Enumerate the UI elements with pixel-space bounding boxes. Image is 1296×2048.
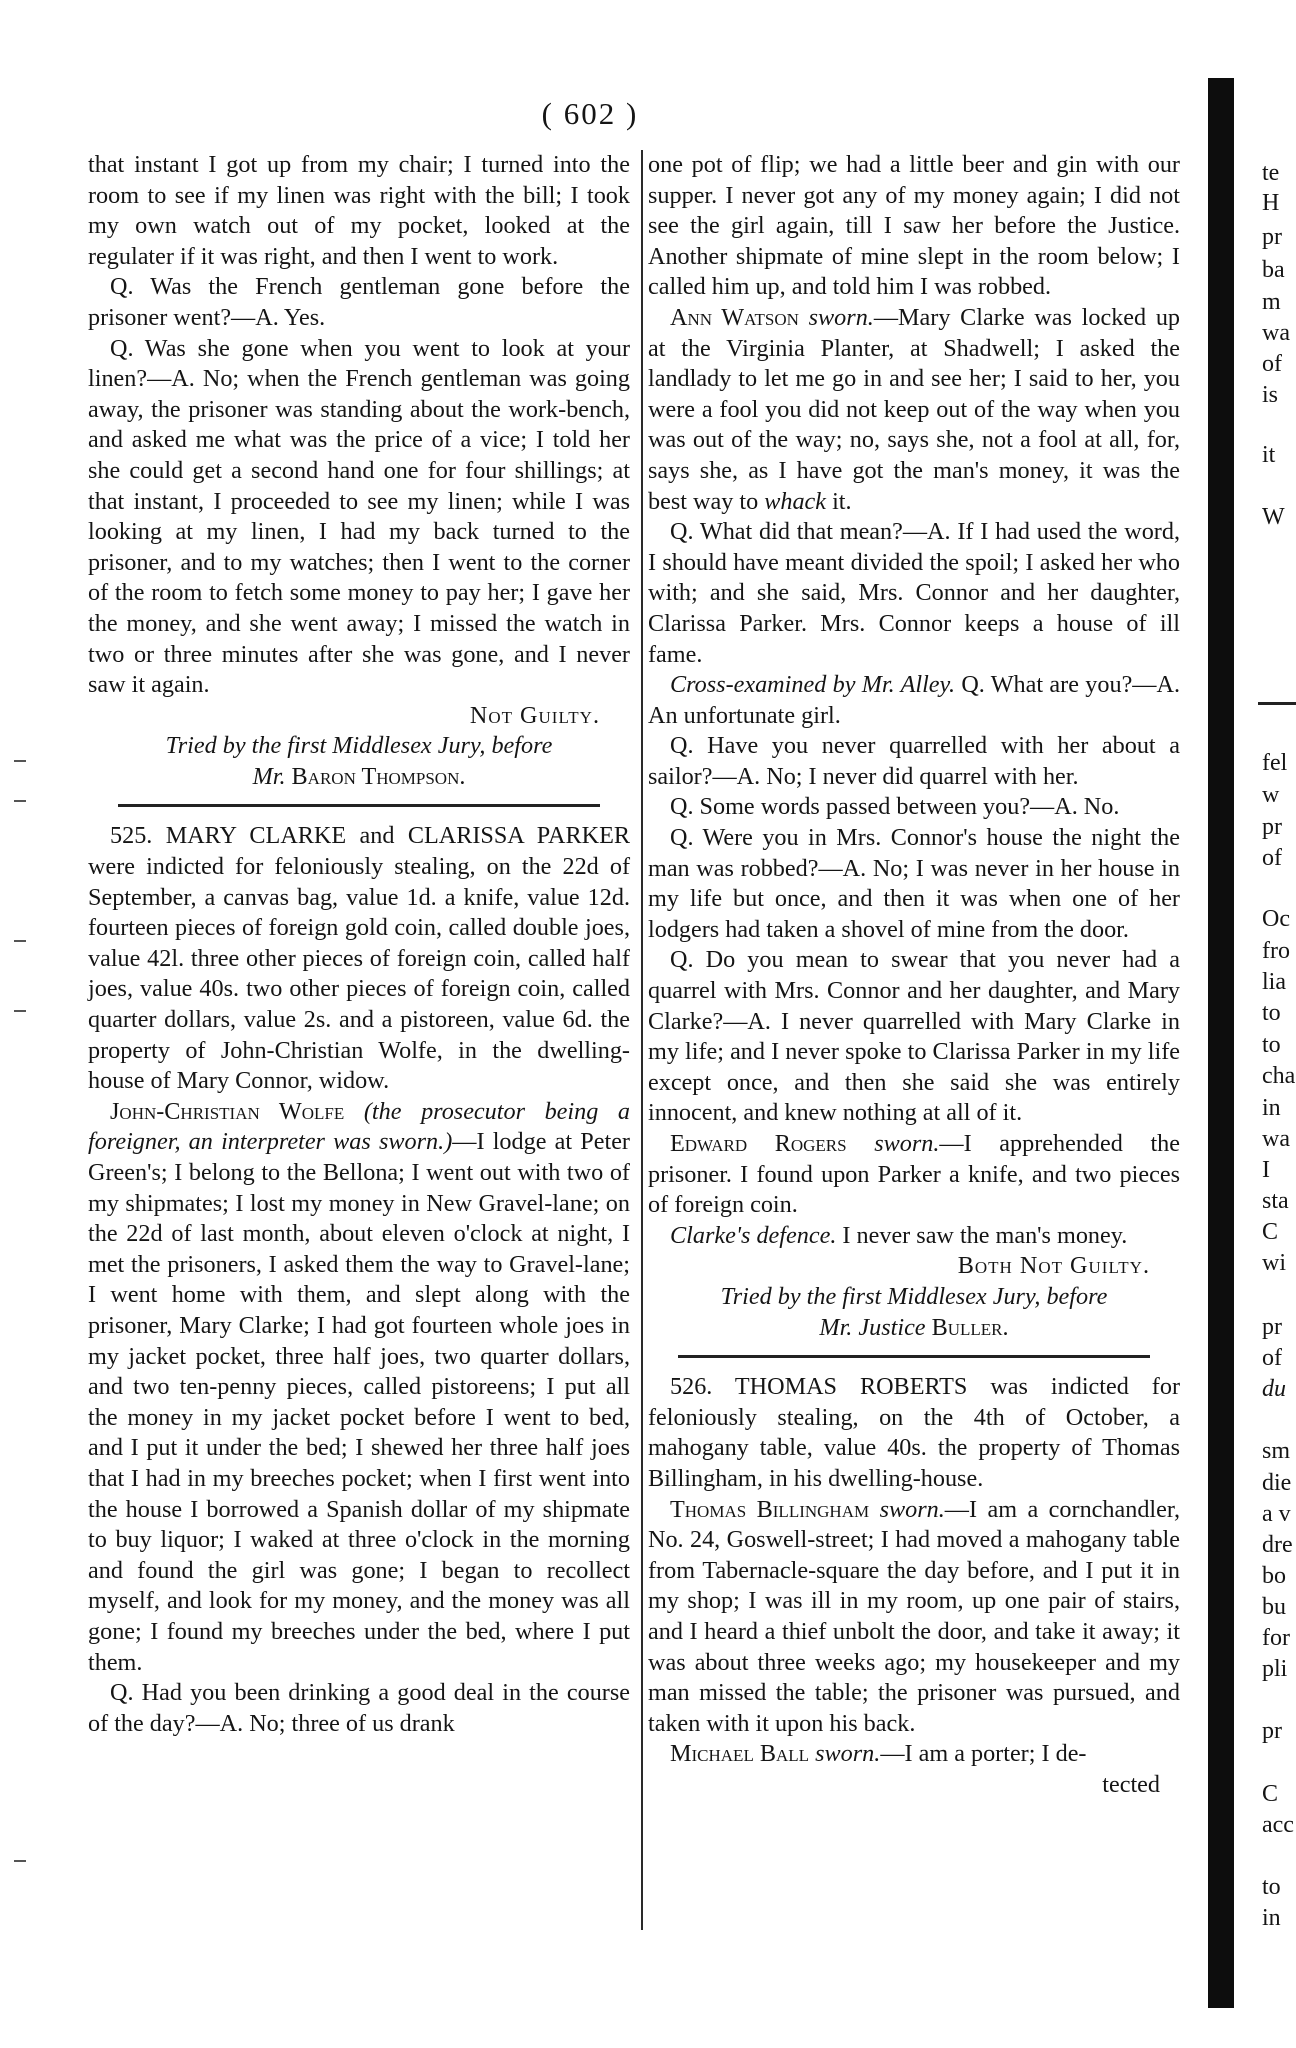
facing-page-fragment: is	[1262, 382, 1279, 408]
facing-page-fragment: of	[1262, 351, 1282, 377]
facing-page-fragment: fel	[1262, 750, 1288, 776]
page-number: ( 602 )	[541, 96, 639, 131]
trial-note-line	[648, 1313, 1180, 1344]
facing-page-fragment: w	[1262, 782, 1280, 808]
witness-name: Edward Rogers	[670, 1130, 847, 1157]
testimony-text: —I apprehended the prisoner. I found upon Parker a knife, and two pieces of foreign coin.	[648, 1130, 1180, 1219]
judge-title: Mr. Justice	[819, 1313, 926, 1341]
facing-page-fragment: wa	[1262, 1126, 1290, 1152]
testimony-rogers	[648, 1129, 1180, 1221]
facing-page-fragment: die	[1262, 1470, 1292, 1496]
testimony-watson	[648, 303, 1180, 517]
verdict: Both Not Guilty.	[957, 1252, 1150, 1280]
scan-mark	[14, 1860, 26, 1862]
cross-examination	[648, 670, 1180, 731]
facing-page-fragment: C	[1262, 1781, 1279, 1807]
testimony-text: —I am a cornchandler, No. 24, Goswell-street; I had moved a mahogany table from Tabernacle-square the day before, and I put it in my shop; I was ill in my room, up one pair of stairs, and I heard a thief unbolt the door, and take it away; it was about three weeks ago; my housekeeper and my man missed the table; the prisoner was pursued, and taken with it upon his back.	[648, 1495, 1180, 1737]
facing-page-fragment: dre	[1262, 1532, 1293, 1558]
scan-mark	[14, 760, 26, 762]
paragraph: Q. Had you been drinking a good deal in the course of the day?—A. No; three of us drank	[88, 1679, 630, 1737]
trial-note	[648, 1282, 1180, 1343]
cross-text: Q. What are you?—A. An unfortunate girl.	[648, 671, 1181, 729]
sworn-label: sworn.	[879, 1495, 945, 1523]
witness-name: Ann Watson	[670, 303, 799, 331]
verdict: Not Guilty.	[469, 701, 600, 729]
facing-page-fragment: du	[1262, 1376, 1286, 1402]
paragraph: Q. Were you in Mrs. Connor's house the night the man was robbed?—A. No; I was never in her house in my life but once, and then it was when one of her lodgers had taken a shovel of mine from the door.	[648, 824, 1180, 943]
facing-page-fragment: a v	[1262, 1501, 1291, 1527]
paragraph: Q. Was the French gentleman gone before the prisoner went?—A. Yes.	[88, 273, 630, 331]
case-heading-526: 526. THOMAS ROBERTS was indicted for feloniously stealing, on the 4th of October, a mahogany table, value 40s. the property of Thomas Billingham, in his dwelling-house.	[648, 1373, 1180, 1492]
facing-page-fragment: pr	[1262, 814, 1282, 840]
facing-page-fragment: W	[1262, 504, 1285, 530]
facing-page-fragment: C	[1262, 1219, 1279, 1245]
facing-page-fragment: pr	[1262, 1718, 1282, 1744]
trial-note-line: Tried by the first Middlesex Jury, before	[720, 1282, 1108, 1310]
paragraph: Q. Was she gone when you went to look at your linen?—A. No; when the French gentleman was going away, the prisoner was standing about the work-bench, and asked me what was the price of a vice; I told her she could get a second hand one for four shillings; at that instant, I proceeded to see my linen; while I was looking at my linen, I had my back turned to the prisoner, and to my watches; then I went to the corner of the room to fetch some money to pay her; I gave her the money, and she went away; I missed the watch in two or three minutes after she was gone, and I never saw it again.	[88, 334, 630, 699]
facing-page-fragment: I	[1262, 1157, 1270, 1183]
facing-page-fragment: ba	[1262, 257, 1285, 283]
witness-note: (the prosecutor being a foreigner, an interpreter was sworn.)	[88, 1097, 631, 1156]
witness-name: Michael Ball	[670, 1740, 810, 1768]
paragraph: Q. Do you mean to swear that you never had a quarrel with Mrs. Connor and her daughter, and Mary Clarke?—A. I never quarrelled with Mary Clarke in my life; and I never spoke to Clarissa Parker in my life except once, and then she said she was entirely innocent, and knew nothing at all of it.	[648, 946, 1180, 1127]
judge-name: Buller.	[931, 1313, 1009, 1341]
sworn-label: sworn.	[815, 1740, 881, 1768]
paragraph: Q. What did that mean?—A. If I had used the word, I should have meant divided the spoil; I asked her who with; and she said, Mrs. Connor and her daughter, Clarissa Parker. Mrs. Connor keeps a house of ill fame.	[648, 518, 1180, 668]
facing-page-fragment: pr	[1262, 1314, 1282, 1340]
facing-page-fragment: m	[1262, 289, 1281, 315]
testimony-text: —I am a porter; I de-	[880, 1740, 1087, 1768]
facing-page-fragment: for	[1262, 1625, 1290, 1651]
defence-text: I never saw the man's money.	[842, 1221, 1128, 1249]
column-divider	[641, 150, 643, 1930]
scan-mark	[14, 940, 26, 942]
facing-page-fragment: bo	[1262, 1563, 1286, 1589]
sworn-label: sworn.	[874, 1130, 940, 1157]
trial-note-line: Tried by the first Middlesex Jury, before	[165, 732, 553, 760]
testimony-end: it.	[832, 487, 852, 515]
sworn-label: sworn.	[808, 303, 874, 331]
cross-label: Cross-examined by Mr. Alley.	[670, 671, 955, 699]
facing-page-fragment: wi	[1262, 1250, 1286, 1276]
catchword: tected	[1102, 1770, 1160, 1798]
judge-title: Mr.	[252, 762, 286, 790]
testimony-wolfe	[88, 1097, 630, 1678]
facing-page-fragment: Oc	[1262, 906, 1290, 932]
trial-note	[88, 731, 630, 792]
facing-page-fragment: in	[1262, 1095, 1281, 1121]
facing-page-fragment: pli	[1262, 1656, 1288, 1682]
testimony-billingham	[648, 1495, 1180, 1740]
facing-page-fragment: in	[1262, 1905, 1281, 1931]
trial-note-line	[88, 762, 630, 793]
facing-page-fragment: sm	[1262, 1438, 1291, 1464]
section-rule	[678, 1355, 1150, 1358]
facing-page-fragment: bu	[1262, 1594, 1286, 1620]
paragraph: one pot of flip; we had a little beer and gin with our supper. I never got any of my money again; I did not see the girl again, till I saw her before the Justice. Another shipmate of mine slept in the room below; I called him up, and told him I was robbed.	[648, 151, 1180, 301]
binding-shadow	[1208, 78, 1234, 2008]
right-column	[648, 150, 1180, 1800]
testimony-ball	[648, 1739, 1180, 1770]
facing-page-fragment: acc	[1262, 1812, 1294, 1838]
facing-page-fragment: H	[1262, 190, 1280, 216]
scan-mark	[14, 1010, 26, 1012]
facing-page-fragment: of	[1262, 845, 1282, 871]
testimony-text: —Mary Clarke was locked up at the Virginia Planter, at Shadwell; I asked the landlady to let me go in and see her; I said to her, you were a fool you did not keep out of the way when you was out of the way; no, says she, not a fool at all, for, says she, as I have got the man's money, it was the best way to	[648, 303, 1181, 515]
facing-page-fragment: wa	[1262, 320, 1290, 346]
judge-name: Baron Thompson.	[291, 762, 466, 790]
facing-page-rule	[1258, 702, 1296, 705]
facing-page-fragment: to	[1262, 1874, 1281, 1900]
scan-mark	[14, 800, 26, 802]
facing-page-fragment: to	[1262, 1032, 1281, 1058]
case-heading-525: 525. MARY CLARKE and CLARISSA PARKER were indicted for feloniously stealing, on the 22d of September, a canvas bag, value 1d. a knife, value 12d. fourteen pieces of foreign gold coin, called double joes, value 42l. three other pieces of foreign coin, called half joes, value 40s. two other pieces of foreign coin, called quarter dollars, value 2s. and a pistoreen, value 6d. the property of John-Christian Wolfe, in the dwelling-house of Mary Connor, widow.	[88, 822, 630, 1095]
witness-name: Thomas Billingham	[670, 1495, 870, 1523]
defence-label: Clarke's defence.	[670, 1221, 837, 1249]
paragraph: Q. Have you never quarrelled with her about a sailor?—A. No; I never did quarrel with her.	[648, 732, 1180, 790]
paragraph: Q. Some words passed between you?—A. No.	[670, 793, 1120, 821]
facing-page-fragment: fro	[1262, 938, 1290, 964]
facing-page-fragment: it	[1262, 442, 1276, 468]
facing-page-fragment: cha	[1262, 1063, 1296, 1089]
witness-name: John-Christian Wolfe	[110, 1097, 345, 1125]
section-rule	[118, 804, 600, 807]
defence	[648, 1221, 1180, 1252]
paragraph: that instant I got up from my chair; I turned into the room to see if my linen was right with the bill; I took my own watch out of my pocket, looked at the regulater if it was right, and then I went to work.	[88, 151, 630, 270]
facing-page-fragment: pr	[1262, 224, 1282, 250]
facing-page-fragment: of	[1262, 1345, 1282, 1371]
testimony-text: —I lodge at Peter Green's; I belong to the Bellona; I went out with two of my shipmates; I lost my money in New Gravel-lane; on the 22d of last month, about eleven o'clock at night, I met the prisoners, I asked them the way to Gravel-lane; I went home with them, and slept along with the prisoner, Mary Clarke; I had got fourteen whole joes in my jacket pocket, three half joes, two quarter dollars, and two ten-penny pieces, called pistoreens; I put all the money in my jacket pocket before I went to bed, and I put it under the bed; I shewed her three half joes that I had in my breeches pocket; when I first went into the house I borrowed a Spanish dollar of my shipmate to buy liquor; I waked at three o'clock in the morning and found the girl was gone; I began to recollect myself, and look for my money, and the money was all gone; I found my breeches under the bed, where I put them.	[88, 1128, 630, 1676]
facing-page-fragment: sta	[1262, 1188, 1289, 1214]
facing-page-fragment: to	[1262, 1000, 1281, 1026]
facing-page-fragment: lia	[1262, 969, 1286, 995]
left-column	[88, 150, 630, 1739]
facing-page-fragment: te	[1262, 160, 1280, 186]
emphasis-word: whack	[764, 487, 827, 515]
